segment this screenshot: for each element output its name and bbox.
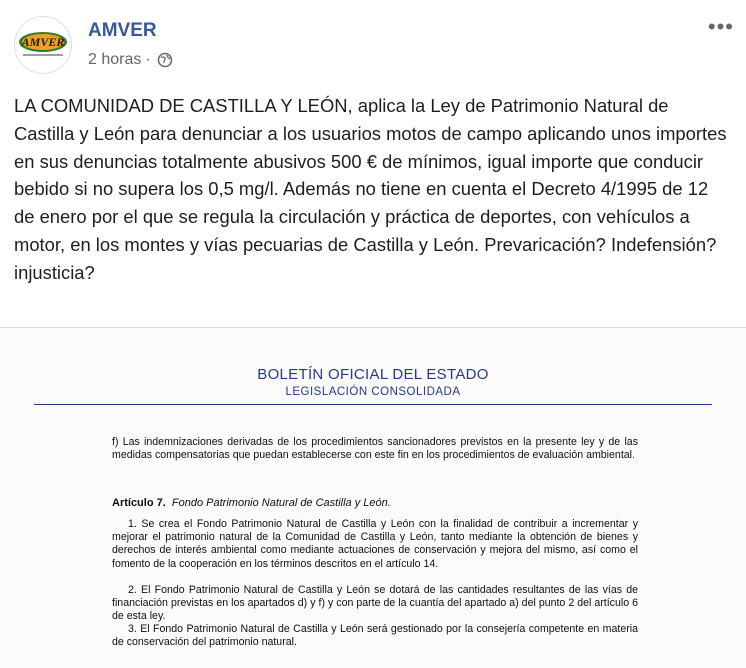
article-number: Artículo 7. — [112, 497, 166, 509]
page-avatar[interactable] — [14, 16, 72, 74]
amver-logo — [15, 17, 71, 73]
doc-item-2: 2. El Fondo Patrimonio Natural de Castilla y León se dotará de las cantidades resultantes de las vías de financiación previstas en los apartados d) y f) y con parte de la cuantía del apartado a) del punto 2 del artículo 6 de esta ley. — [112, 584, 638, 623]
article-heading — [112, 497, 391, 509]
logo-text: AMVER — [21, 35, 65, 49]
doc-item-1: 1. Se crea el Fondo Patrimonio Natural de Castilla y León con la finalidad de contribuir a incrementar y mejorar el patrimonio natural de la Comunidad de Castilla y León, tanto mediante la obtención de bienes y derechos de interés ambiental como mediante actuaciones de conservación y mejora del mismo, así como el fomento de la cooperación en los términos descritos en el artículo 14. — [112, 518, 638, 570]
doc-item-3: 3. El Fondo Patrimonio Natural de Castilla y León será gestionado por la consejería competente en materia de conservación del patrimonio natural. — [112, 623, 638, 649]
doc-subtitle: LEGISLACIÓN CONSOLIDADA — [285, 386, 461, 398]
doc-title: BOLETÍN OFICIAL DEL ESTADO — [257, 366, 489, 383]
article-title: Fondo Patrimonio Natural de Castilla y León. — [171, 497, 391, 509]
globe-icon[interactable] — [157, 52, 173, 68]
post-message: LA COMUNIDAD DE CASTILLA Y LEÓN, aplica la Ley de Patrimonio Natural de Castilla y León para denunciar a los usuarios motos de campo aplicando unos importes en sus denuncias totalmente abusivos 500 € de mínimos, igual importe que conducir bebido si no supera los 0,5 mg/l. Además no tiene en cuenta el Decreto 4/1995 de 12 de enero por el que se regula la circulación y práctica de deportes, con vehículos a motor, en los montes y vías pecuarias de Castilla y León. Prevaricación? Indefensión? injusticia? — [14, 95, 727, 283]
post-timestamp[interactable]: 2 horas — [88, 51, 142, 68]
attached-document-image[interactable] — [0, 328, 746, 668]
meta-separator: · — [145, 51, 151, 68]
post-author[interactable]: AMVER — [88, 20, 157, 41]
more-options-icon[interactable]: ••• — [707, 14, 734, 39]
doc-rule — [34, 404, 712, 405]
doc-paragraph-f: f) Las indemnizaciones derivadas de los procedimientos sancionadores previstos en la presente ley y de las medidas compensatorias que puedan establecerse con este fin en los procedimientos de evaluación ambiental. — [112, 436, 638, 462]
post-meta — [88, 51, 173, 69]
